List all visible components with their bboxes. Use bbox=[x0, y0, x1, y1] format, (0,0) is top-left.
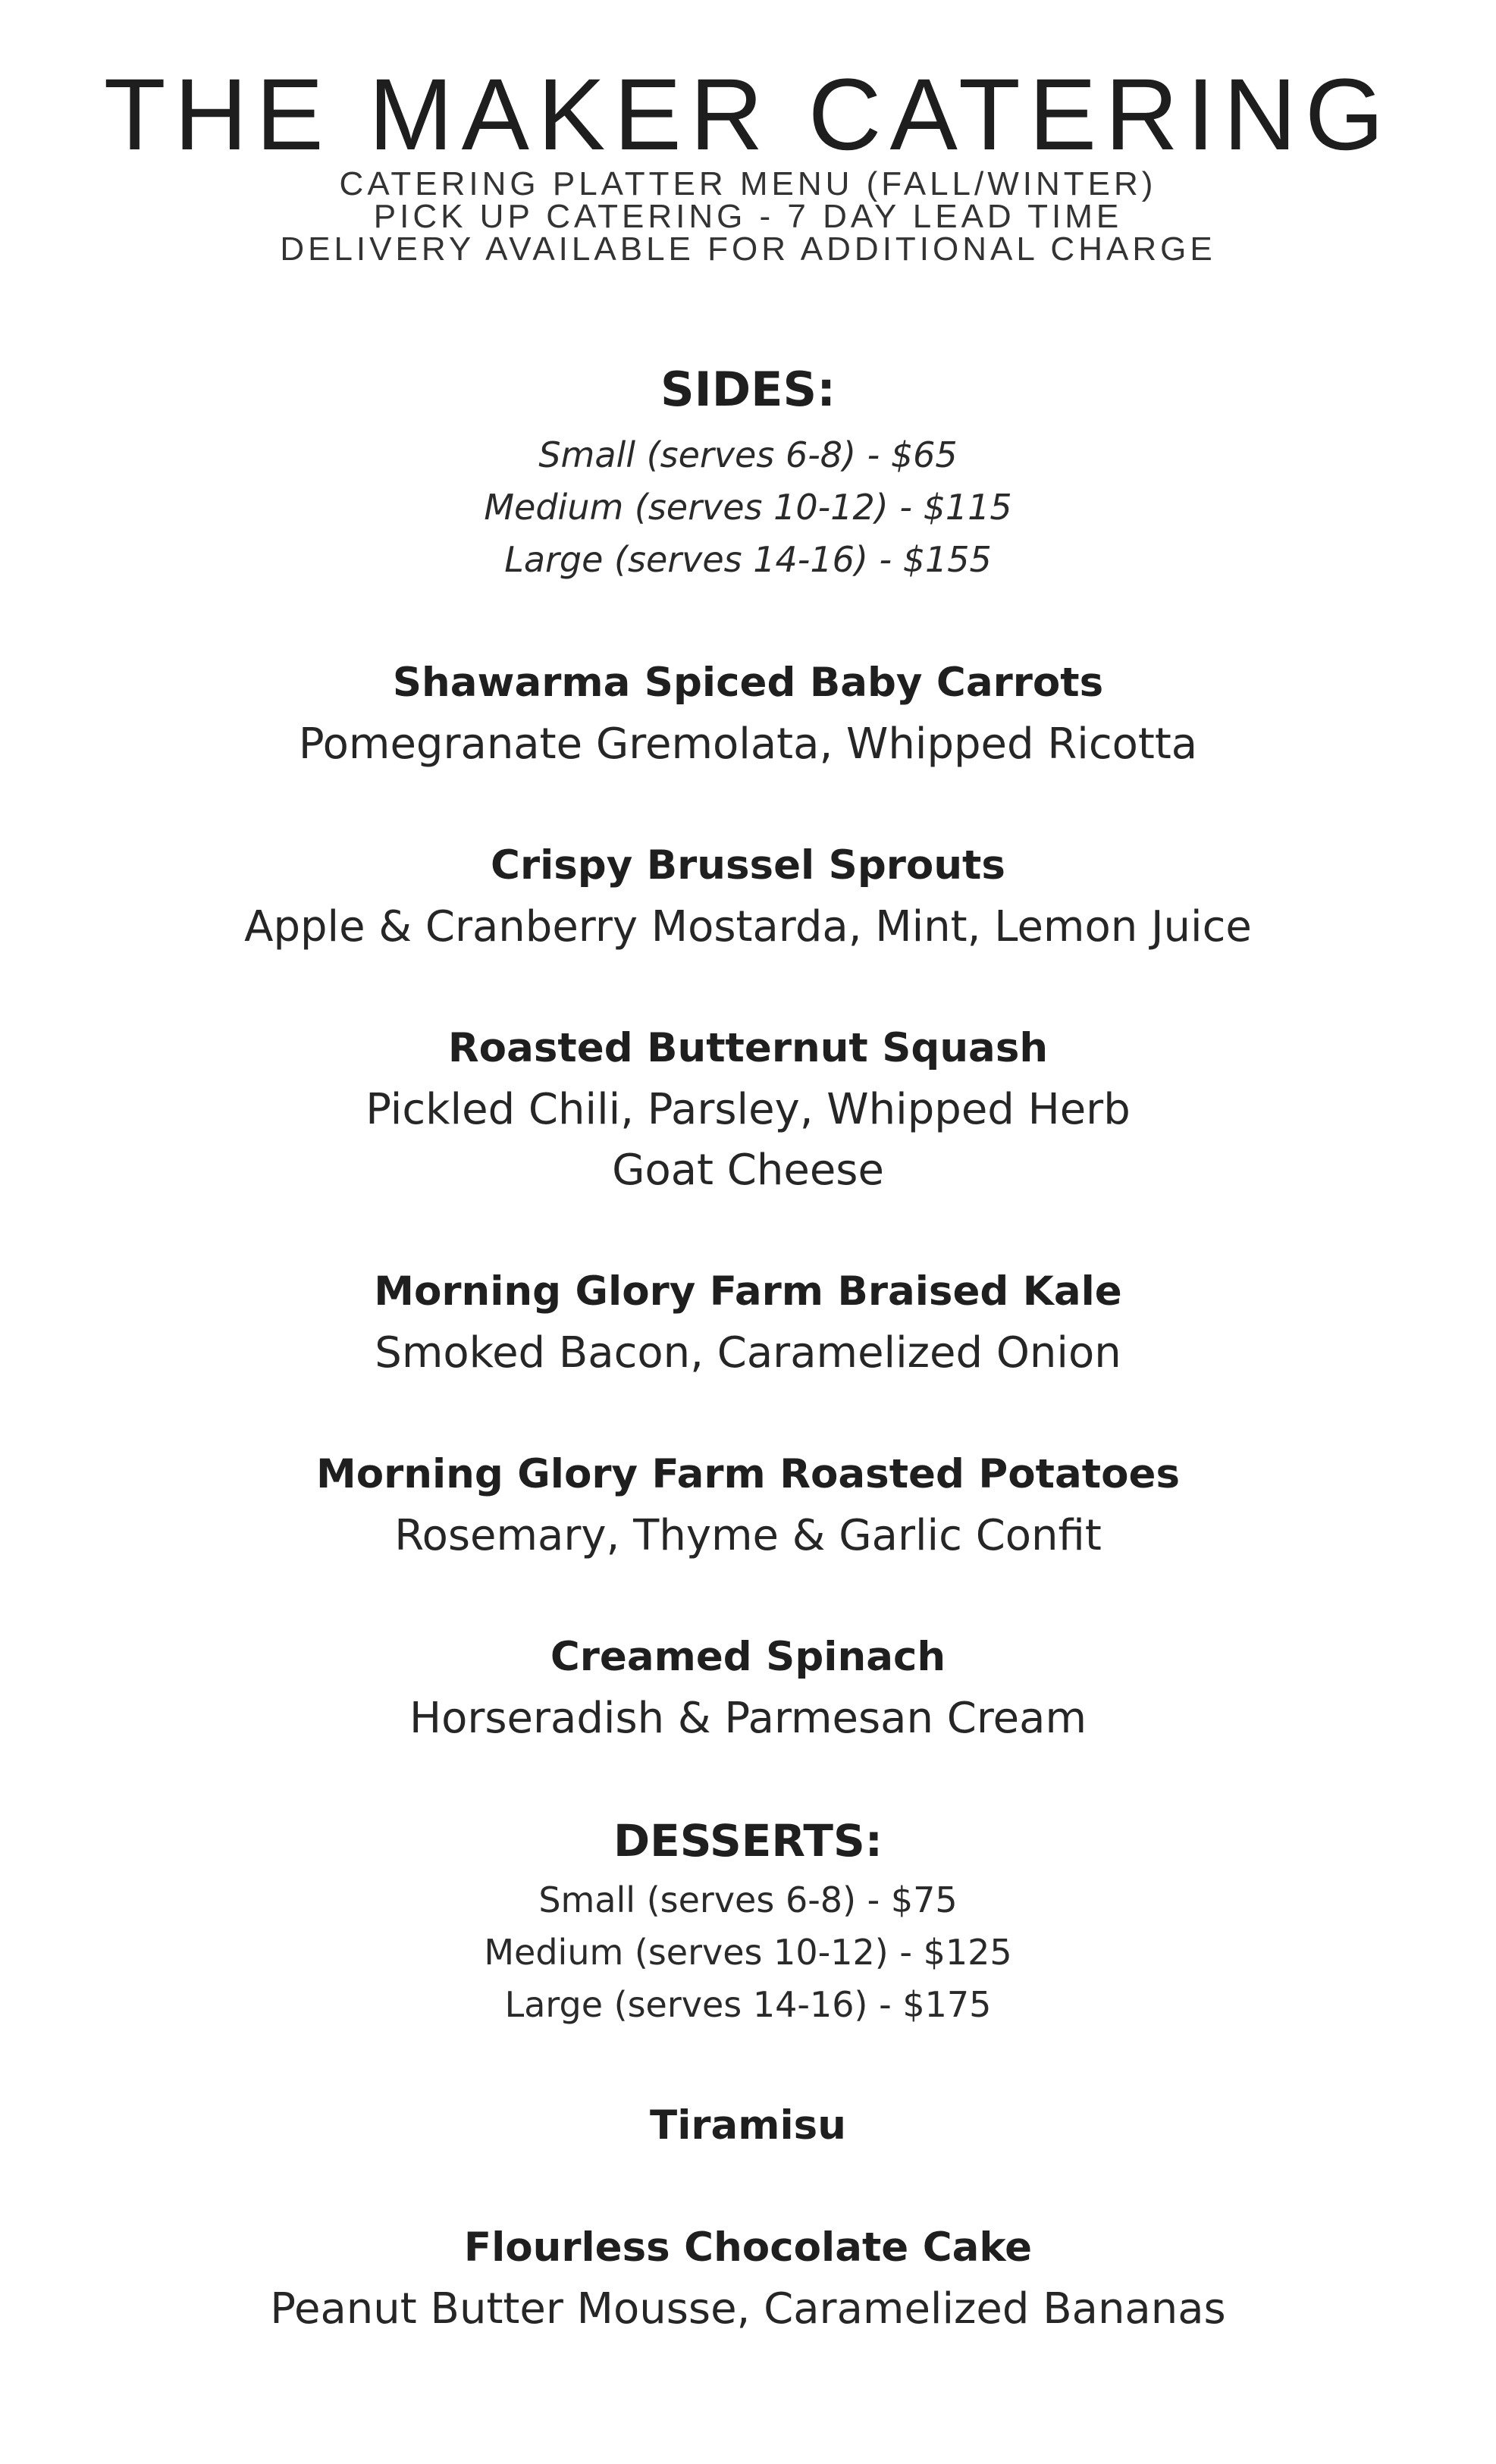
menu-item-name: Flourless Chocolate Cake bbox=[463, 2224, 1033, 2271]
sides-heading: SIDES: bbox=[660, 362, 836, 417]
menu-item-name: Roasted Butternut Squash bbox=[447, 1025, 1049, 1071]
sides-price-medium: Medium (serves 10-12) - $115 bbox=[484, 487, 1012, 528]
brand-title: THE MAKER CATERING bbox=[103, 58, 1393, 171]
sides-price-large: Large (serves 14-16) - $155 bbox=[504, 539, 992, 580]
menu-item-name: Shawarma Spiced Baby Carrots bbox=[392, 660, 1104, 706]
menu-subtitle: CATERING PLATTER MENU (FALL/WINTER) bbox=[339, 165, 1157, 202]
menu-item-description: Rosemary, Thyme & Garlic Confit bbox=[394, 1511, 1102, 1560]
menu-item-description: Pickled Chili, Parsley, Whipped Herb bbox=[365, 1085, 1131, 1134]
desserts-price-small: Small (serves 6-8) - $75 bbox=[538, 1879, 958, 1920]
desserts-price-large: Large (serves 14-16) - $175 bbox=[504, 1984, 992, 2025]
menu-item-name: Tiramisu bbox=[650, 2102, 846, 2149]
menu-item-description: Horseradish & Parmesan Cream bbox=[409, 1694, 1087, 1743]
menu-item-description: Peanut Butter Mousse, Caramelized Bananas bbox=[270, 2284, 1226, 2334]
desserts-heading: DESSERTS: bbox=[613, 1815, 883, 1867]
lead-time-note: PICK UP CATERING - 7 DAY LEAD TIME bbox=[373, 198, 1123, 235]
menu-item-description: Goat Cheese bbox=[612, 1146, 884, 1195]
menu-item-name: Creamed Spinach bbox=[550, 1634, 946, 1680]
menu-item-description: Smoked Bacon, Caramelized Onion bbox=[375, 1328, 1121, 1378]
menu-item-name: Morning Glory Farm Roasted Potatoes bbox=[315, 1451, 1180, 1497]
menu-item-description: Apple & Cranberry Mostarda, Mint, Lemon Juice bbox=[244, 902, 1252, 951]
menu-item-name: Crispy Brussel Sprouts bbox=[491, 842, 1005, 889]
desserts-price-medium: Medium (serves 10-12) - $125 bbox=[484, 1932, 1012, 1973]
menu-item-name: Morning Glory Farm Braised Kale bbox=[374, 1268, 1122, 1315]
sides-price-small: Small (serves 6-8) - $65 bbox=[538, 434, 958, 475]
menu-item-description: Pomegranate Gremolata, Whipped Ricotta bbox=[298, 719, 1198, 769]
delivery-note: DELIVERY AVAILABLE FOR ADDITIONAL CHARGE bbox=[280, 230, 1216, 268]
